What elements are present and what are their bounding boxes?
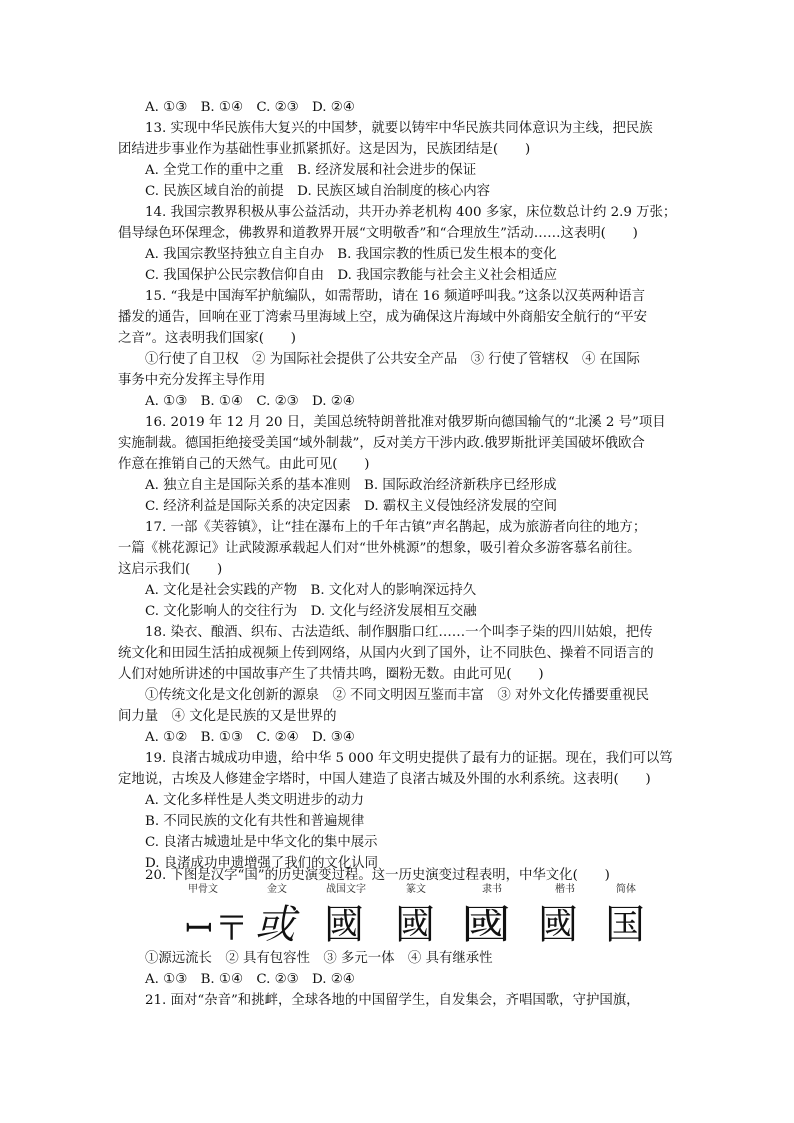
q15-statements: ①行使了自卫权 ② 为国际社会提供了公共安全产品 ③ 行使了管辖权 ④ 在国际	[145, 352, 640, 367]
q16-stem-cont2: 作意在推销自己的天然气。由此可见( )	[118, 457, 370, 472]
q18-statements: ①传统文化是文化创新的源泉 ② 不同文明因互鉴而丰富 ③ 对外文化传播要重视民	[145, 688, 649, 703]
q15-stem-cont: 播发的通告，回响在亚丁湾索马里海域上空，成为确保这片海域中外商船安全航行的“平安	[118, 310, 648, 325]
caption-bronze: 金文	[267, 884, 287, 895]
q12-options: A. ①③ B. ①④ C. ②③ D. ②④	[145, 100, 355, 115]
q16-options-ab: A. 独立自主是国际关系的基本准则 B. 国际政治经济新秩序已经形成	[145, 478, 557, 493]
q16-stem-cont: 实施制裁。德国拒绝接受美国“域外制裁”，反对美方干涉内政.俄罗斯批评美国破坏俄欧合	[118, 436, 645, 451]
q17-stem-cont2: 这启示我们( )	[118, 562, 223, 577]
q17-options-cd: C. 文化影响人的交往行为 D. 文化与经济发展相互交融	[145, 604, 477, 619]
q15-options: A. ①③ B. ①④ C. ②③ D. ②④	[145, 394, 355, 409]
q17-stem-cont: 一篇《桃花源记》让武陵源承载起人们对“世外桃源”的想象，吸引着众多游客慕名前往。	[118, 541, 641, 556]
q13-stem: 13. 实现中华民族伟大复兴的中国梦，就要以铸牢中华民族共同体意识为主线，把民族	[145, 121, 653, 136]
glyph-bronze: 或	[255, 902, 295, 948]
q19-stem: 19. 良渚古城成功申遗，给中华 5 000 年文明史提供了最有力的证据。现在，我们可以笃	[145, 751, 673, 766]
q18-stem-cont: 统文化和田园生活拍成视频上传到网络，从国内火到了国外，让不同肤色、操着不同语言的	[118, 646, 654, 661]
q19-stem-cont: 定地说，古埃及人修建金字塔时，中国人建造了良渚古城及外围的水利系统。这表明( )	[118, 772, 651, 787]
q21-stem: 21. 面对“杂音”和挑衅，全球各地的中国留学生，自发集会，齐唱国歌，守护国旗，	[145, 993, 640, 1008]
glyph-warring: 國	[324, 902, 364, 948]
q19-option-b: B. 不同民族的文化有共性和普遍规律	[145, 814, 365, 829]
caption-simplified: 简体	[616, 884, 636, 895]
q18-stem-cont2: 人们对她所讲述的中国故事产生了共情共鸣，圈粉无数。由此可见( )	[118, 667, 544, 682]
q20-options: A. ①③ B. ①④ C. ②③ D. ②④	[145, 972, 355, 987]
q19-option-a: A. 文化多样性是人类文明进步的动力	[145, 793, 365, 808]
q15-statements-cont: 事务中充分发挥主导作用	[118, 373, 266, 388]
q19-option-c: C. 良渚古城遗址是中华文化的集中展示	[145, 835, 378, 850]
q14-stem-cont: 倡导绿色环保理念，佛教界和道教界开展“文明敬香”和“合理放生”活动……这表明( )	[118, 226, 638, 241]
q13-options-ab: A. 全党工作的重中之重 B. 经济发展和社会进步的保证	[145, 163, 477, 178]
q15-stem-cont2: 之音”。这表明我们国家( )	[118, 331, 296, 346]
q18-options: A. ①② B. ①③ C. ②④ D. ③④	[145, 730, 355, 745]
caption-clerical: 隶书	[482, 884, 502, 895]
q14-options-cd: C. 我国保护公民宗教信仰自由 D. 我国宗教能与社会主义社会相适应	[145, 268, 557, 283]
glyph-clerical: 國	[461, 902, 511, 948]
q19-option-d: D. 良渚成功申遗增强了我们的文化认同	[145, 856, 379, 871]
q17-stem: 17. 一部《芙蓉镇》，让“挂在瀑布上的千年古镇”声名鹊起，成为旅游者向往的地方；	[145, 520, 647, 535]
caption-warring: 战国文字	[326, 884, 366, 895]
glyph-oracle: ꟷ〒	[185, 909, 251, 949]
q14-options-ab: A. 我国宗教坚持独立自主自办 B. 我国宗教的性质已发生根本的变化	[145, 247, 557, 262]
caption-regular: 楷书	[555, 884, 575, 895]
q16-options-cd: C. 经济利益是国际关系的决定因素 D. 霸权主义侵蚀经济发展的空间	[145, 499, 557, 514]
q13-stem-cont: 团结进步事业作为基础性事业抓紧抓好。这是因为，民族团结是( )	[118, 142, 531, 157]
q20-statements: ①源远流长 ② 具有包容性 ③ 多元一体 ④ 具有继承性	[145, 951, 493, 966]
q15-stem: 15. “我是中国海军护航编队，如需帮助，请在 16 频道呼叫我。”这条以汉英两种语言	[145, 289, 645, 304]
q18-stem: 18. 染衣、酿酒、织布、古法造纸、制作胭脂口红……一个叫李子柒的四川姑娘，把传	[145, 625, 653, 640]
caption-seal: 篆文	[406, 884, 426, 895]
q18-statements-cont: 间力量 ④ 文化是民族的又是世界的	[118, 709, 337, 724]
glyph-simplified: 国	[605, 902, 645, 948]
q20-stem: 20. 下图是汉字“国”的历史演变过程。这一历史演变过程表明，中华文化( )	[145, 868, 610, 883]
caption-oracle: 甲骨文	[188, 884, 218, 895]
guo-evolution-figure	[185, 884, 645, 952]
q17-options-ab: A. 文化是社会实践的产物 B. 文化对人的影响深远持久	[145, 583, 477, 598]
glyph-seal: 國	[395, 902, 435, 948]
q16-stem: 16. 2019 年 12 月 20 日，美国总统特朗普批准对俄罗斯向德国输气的“北溪 2 号”项目	[145, 415, 666, 430]
glyph-regular: 國	[538, 902, 578, 948]
q13-options-cd: C. 民族区域自治的前提 D. 民族区域自治制度的核心内容	[145, 184, 491, 199]
q14-stem: 14. 我国宗教界积极从事公益活动，共开办养老机构 400 多家，床位数总计约 2.9 万张；	[145, 205, 677, 220]
